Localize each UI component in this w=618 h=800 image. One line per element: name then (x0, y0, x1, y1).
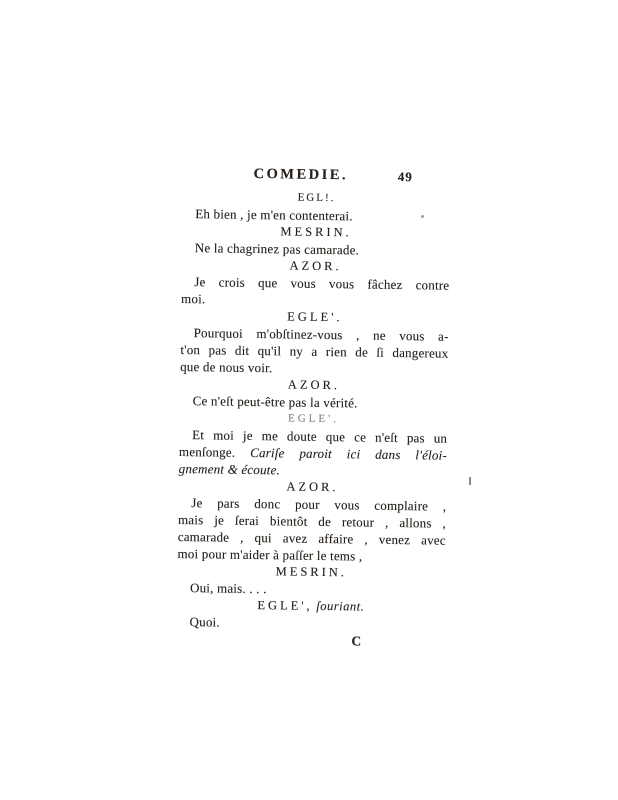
dialogue-line: Et moi je me doute que ce n'eſt pas un (192, 427, 448, 446)
dialogue-line: Ne la chagrinez pas camarade. (194, 240, 360, 258)
page-header (183, 164, 451, 189)
scan-speck (469, 477, 471, 485)
dialogue-line: t'on pas dit qu'il ny a rien de ſi dangereux (180, 341, 449, 361)
dialogue-line: moi pour m'aider à paſſer le tems , (177, 545, 363, 564)
speaker-name: EGLE'. (287, 309, 343, 325)
speaker-name: AZOR. (286, 479, 339, 495)
scan-speck (421, 215, 424, 218)
page-title: COMEDIE. (253, 165, 349, 184)
dialogue-line: Pourquoi m'obſtinez-vous , ne vous a- (193, 325, 449, 344)
dialogue-line: moi. (181, 290, 206, 307)
dialogue-line: mais je ſerai bientôt de retour , allons , (177, 511, 447, 531)
speaker-name: MESRIN. (280, 224, 352, 240)
speaker-name: MESRIN. (275, 564, 348, 580)
dialogue-line: Quoi. (189, 614, 220, 630)
dialogue-line: Ce n'eſt peut-être pas la vérité. (192, 393, 358, 411)
speaker-name: EGL!. (297, 191, 336, 205)
dialogue-line: Oui, mais. . . . (189, 580, 267, 597)
page-number: 49 (397, 169, 413, 185)
speaker-name: EGLE', ſouriant. (257, 598, 365, 614)
dialogue-line: camarade , qui avez affaire , venez avec (177, 528, 446, 548)
dialogue-line: Je pars donc pour vous complaire , (191, 495, 447, 514)
dialogue-line: que de nous voir. (180, 358, 273, 376)
stage-direction: ſouriant. (312, 598, 365, 614)
stage-direction: Cariſe paroit ici dans l'éloi- (250, 444, 448, 463)
dialogue-line: Je crois que vous vous fâchez contre (194, 274, 450, 293)
stage-direction: gnement & écoute. (178, 460, 281, 478)
speaker-name: EGLE'. (287, 412, 339, 426)
dialogue-text: menſonge. (178, 443, 251, 460)
signature-mark: C (351, 633, 362, 649)
text-block (176, 164, 451, 651)
speaker-name: AZOR. (287, 377, 341, 393)
speaker-name: AZOR. (289, 258, 342, 274)
dialogue-line: Eh bien , je m'en contenterai. (195, 206, 353, 224)
